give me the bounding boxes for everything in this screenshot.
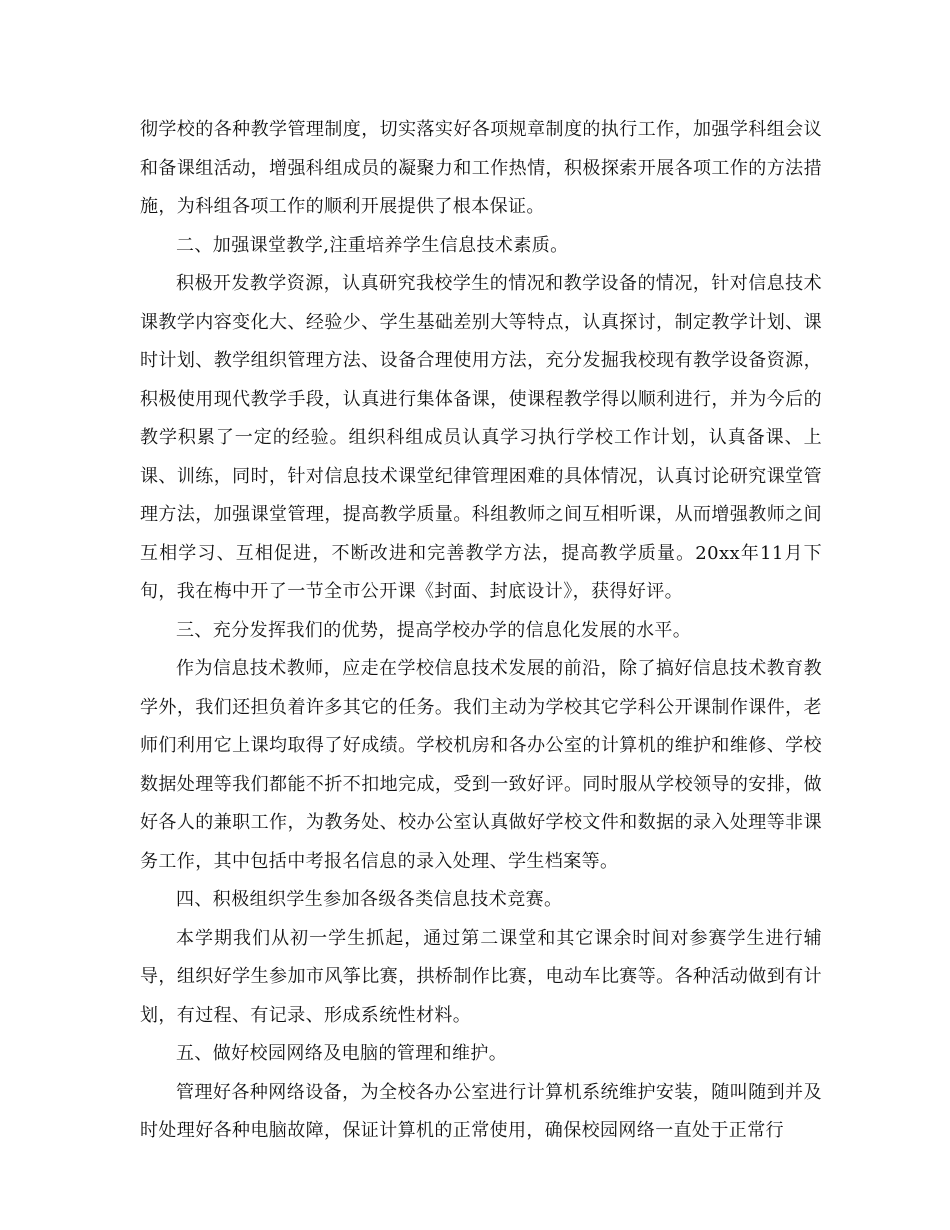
paragraph-continuation: 彻学校的各种教学管理制度，切实落实好各项规章制度的执行工作，加强学科组会议和备课组活动，增强科组成员的凝聚力和工作热情，积极探索开展各项工作的方法措施，为科组各项工作的顺利开展提供了根本保证。 bbox=[140, 119, 822, 217]
section-heading-5: 五、做好校园网络及电脑的管理和维护。 bbox=[176, 1043, 508, 1064]
document-body bbox=[140, 111, 822, 1151]
paragraph: 积极开发教学资源，认真研究我校学生的情况和教学设备的情况，针对信息技术课教学内容变化大、经验少、学生基础差别大等特点，认真探讨，制定教学计划、课时计划、教学组织管理方法、设备合理使用方法，充分发掘我校现有教学设备资源，积极使用现代教学手段，认真进行集体备课，使课程教学得以顺利进行，并为今后的教学积累了一定的经验。组织科组成员认真学习执行学校工作计划，认真备课、上课、训练，同时，针对信息技术课堂纪律管理困难的具体情况，认真讨论研究课堂管理方法，加强课堂管理，提高教学质量。科组教师之间互相听课，从而增强教师之间互相学习、互相促进，不断改进和完善教学方法，提高教学质量。20xx年11月下旬，我在梅中开了一节全市公开课《封面、封底设计》，获得好评。 bbox=[140, 273, 822, 602]
section-heading-3: 三、充分发挥我们的优势，提高学校办学的信息化发展的水平。 bbox=[176, 619, 692, 641]
section-heading-4: 四、积极组织学生参加各级各类信息技术竞赛。 bbox=[176, 889, 563, 910]
paragraph: 本学期我们从初一学生抓起，通过第二课堂和其它课余时间对参赛学生进行辅导，组织好学生参加市风筝比赛，拱桥制作比赛，电动车比赛等。各种活动做到有计划，有过程、有记录、形成系统性材料。 bbox=[140, 927, 822, 1026]
paragraph: 作为信息技术教师，应走在学校信息技术发展的前沿，除了搞好信息技术教育教学外，我们还担负着许多其它的任务。我们主动为学校其它学科公开课制作课件，老师们利用它上课均取得了好成绩。学校机房和各办公室的计算机的维护和维修、学校数据处理等我们都能不折不扣地完成，受到一致好评。同时服从学校领导的安排，做好各人的兼职工作，为教务处、校办公室认真做好学校文件和数据的录入处理等非课务工作，其中包括中考报名信息的录入处理、学生档案等。 bbox=[140, 658, 822, 872]
section-heading-2: 二、加强课堂教学,注重培养学生信息技术素质。 bbox=[176, 234, 569, 256]
paragraph: 管理好各种网络设备，为全校各办公室进行计算机系统维护安装，随叫随到并及时处理好各种电脑故障，保证计算机的正常使用，确保校园网络一直处于正常行 bbox=[140, 1081, 822, 1141]
